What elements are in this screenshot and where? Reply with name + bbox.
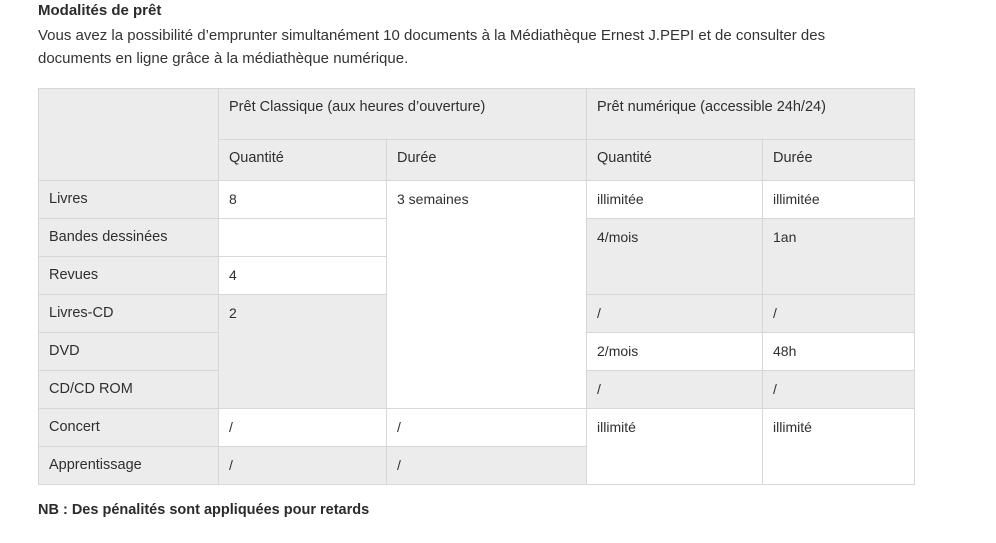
loan-table-wrapper (38, 88, 996, 485)
row-label-cd-cdrom: CD/CD ROM (39, 371, 219, 409)
cell-digital-dur-bandes-dessinees: 1an (763, 219, 915, 295)
table-header-row-groups (39, 89, 915, 140)
table-corner-cell (39, 89, 219, 181)
row-label-concert: Concert (39, 409, 219, 447)
page-title: Modalités de prêt (38, 2, 162, 19)
cell-classic-qty-revues: 4 (219, 257, 387, 295)
intro-paragraph: Vous avez la possibilité d’emprunter simultanément 10 documents à la Médiathèque Ernest J.PEPI et de consulter des documents en ligne grâce à la médiathèque numérique. (38, 27, 826, 67)
sub-header-digital-duration: Durée (763, 140, 915, 181)
cell-classic-qty-apprentissage: / (219, 447, 387, 485)
group-header-digital: Prêt numérique (accessible 24h/24) (587, 89, 915, 140)
row-label-livres: Livres (39, 181, 219, 219)
cell-digital-dur-dvd: 48h (763, 333, 915, 371)
cell-digital-qty-livres-cd: / (587, 295, 763, 333)
sub-header-classic-duration: Durée (387, 140, 587, 181)
table-row (39, 409, 915, 447)
group-header-classic: Prêt Classique (aux heures d’ouverture) (219, 89, 587, 140)
cell-digital-dur-concert: illimité (763, 409, 915, 485)
sub-header-classic-quantity: Quantité (219, 140, 387, 181)
cell-classic-dur-apprentissage: / (387, 447, 587, 485)
row-label-dvd: DVD (39, 333, 219, 371)
row-label-revues: Revues (39, 257, 219, 295)
cell-digital-dur-cd-cdrom: / (763, 371, 915, 409)
cell-digital-dur-livres: illimitée (763, 181, 915, 219)
loan-conditions-table (38, 88, 915, 485)
row-label-apprentissage: Apprentissage (39, 447, 219, 485)
penalty-note: NB : Des pénalités sont appliquées pour retards (38, 502, 370, 518)
cell-digital-dur-livres-cd: / (763, 295, 915, 333)
cell-classic-dur-concert: / (387, 409, 587, 447)
cell-classic-dur-livres: 3 semaines (387, 181, 587, 409)
cell-digital-qty-cd-cdrom: / (587, 371, 763, 409)
table-row (39, 181, 915, 219)
cell-classic-qty-livres-cd: 2 (219, 295, 387, 409)
row-label-bandes-dessinees: Bandes dessinées (39, 219, 219, 257)
sub-header-digital-quantity: Quantité (587, 140, 763, 181)
cell-classic-qty-bandes-dessinees (219, 219, 387, 257)
cell-classic-qty-livres: 8 (219, 181, 387, 219)
cell-digital-qty-bandes-dessinees: 4/mois (587, 219, 763, 295)
cell-classic-qty-concert: / (219, 409, 387, 447)
cell-digital-qty-livres: illimitée (587, 181, 763, 219)
cell-digital-qty-concert: illimité (587, 409, 763, 485)
row-label-livres-cd: Livres-CD (39, 295, 219, 333)
cell-digital-qty-dvd: 2/mois (587, 333, 763, 371)
